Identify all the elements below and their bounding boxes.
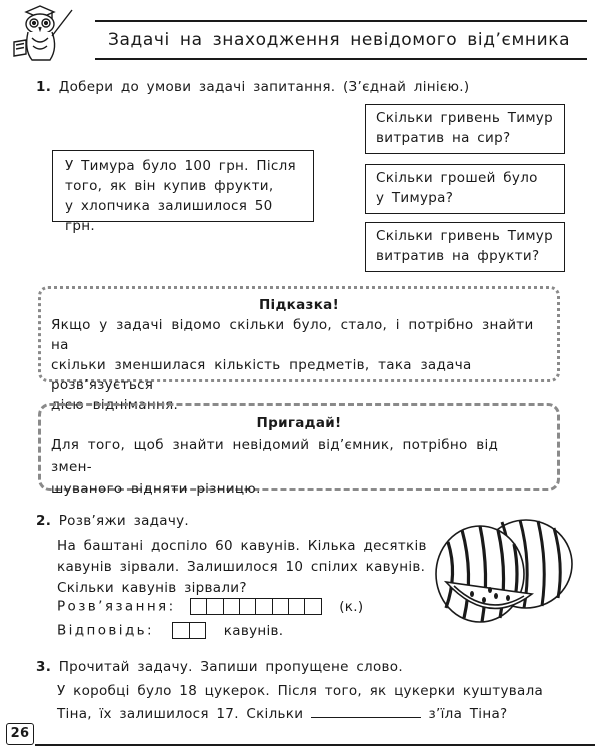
task2-text-line: На баштані доспіло 60 кавунів. Кілька десятків [57, 538, 427, 554]
condition-line: У Тимура було 100 грн. Після [65, 158, 296, 174]
task3-instruction-line [36, 659, 403, 675]
task1-condition-box [52, 150, 314, 234]
remember-box [38, 403, 560, 497]
hint-box [38, 286, 560, 413]
task1-instruction-line [36, 79, 469, 95]
task3-answer-blank[interactable] [311, 717, 421, 718]
task2-text [57, 536, 427, 599]
task1-question-box[interactable]: Скільки грошей було у Тимура? [365, 164, 565, 214]
task3-number: 3. [36, 659, 52, 675]
solution-unit: (к.) [339, 598, 364, 615]
condition-line: того, як він купив фрукти, [65, 178, 274, 194]
task3-text-line-2: Тіна, їх залишилося 17. Скільки з’їла Тіна? [57, 706, 508, 722]
task1-question-box[interactable]: Скільки гривень Тимур витратив на сир? [365, 104, 565, 154]
solution-label: Розв’язання: [57, 598, 176, 615]
hint-line: дією віднімання. [51, 397, 179, 413]
answer-cells[interactable] [174, 622, 207, 639]
hint-line: Якщо у задачі відомо скільки було, стало, і потрібно знайти на [51, 317, 534, 353]
solution-row [57, 598, 363, 615]
header-bottom-line [95, 58, 587, 60]
page-number: 26 [6, 723, 34, 745]
footer-line [35, 744, 595, 746]
task1-instruction: Добери до умови задачі запитання. (З’єднай лінією.) [58, 79, 470, 95]
task2-instruction-line [36, 513, 189, 529]
task2-number: 2. [36, 513, 52, 529]
answer-unit: кавунів. [223, 622, 284, 639]
task2-instruction: Розв’яжи задачу. [58, 513, 190, 529]
answer-label: Відповідь: [57, 622, 154, 639]
header-top-line [95, 20, 587, 22]
remember-title: Пригадай! [256, 415, 342, 431]
task2-text-line: кавунів зірвали. Залишилося 10 спілих кавунів. [57, 559, 426, 575]
task3-instruction: Прочитай задачу. Запиши пропущене слово. [58, 659, 403, 675]
remember-line: шуваного відняти різницю. [51, 481, 261, 497]
answer-row [57, 622, 283, 639]
task1-question-box[interactable]: Скільки гривень Тимур витратив на фрукти? [365, 222, 565, 272]
solution-cells[interactable] [191, 598, 322, 615]
watermelon-illustration [428, 512, 578, 630]
page-title: Задачі на знаходження невідомого від’ємника [108, 30, 571, 50]
owl-teacher-illustration [6, 2, 94, 62]
task1-number: 1. [36, 79, 52, 95]
hint-title: Підказка! [258, 297, 340, 313]
remember-line: Для того, щоб знайти невідомий від’ємник, потрібно від змен- [51, 437, 499, 475]
hint-line: скільки зменшилася кількість предметів, така задача розв’язується [51, 357, 472, 393]
task2-text-line: Скільки кавунів зірвали? [57, 580, 247, 596]
task3-text-line: У коробці було 18 цукерок. Після того, як цукерки куштувала [57, 683, 544, 699]
condition-line: у хлопчика залишилося 50 грн. [65, 198, 273, 234]
